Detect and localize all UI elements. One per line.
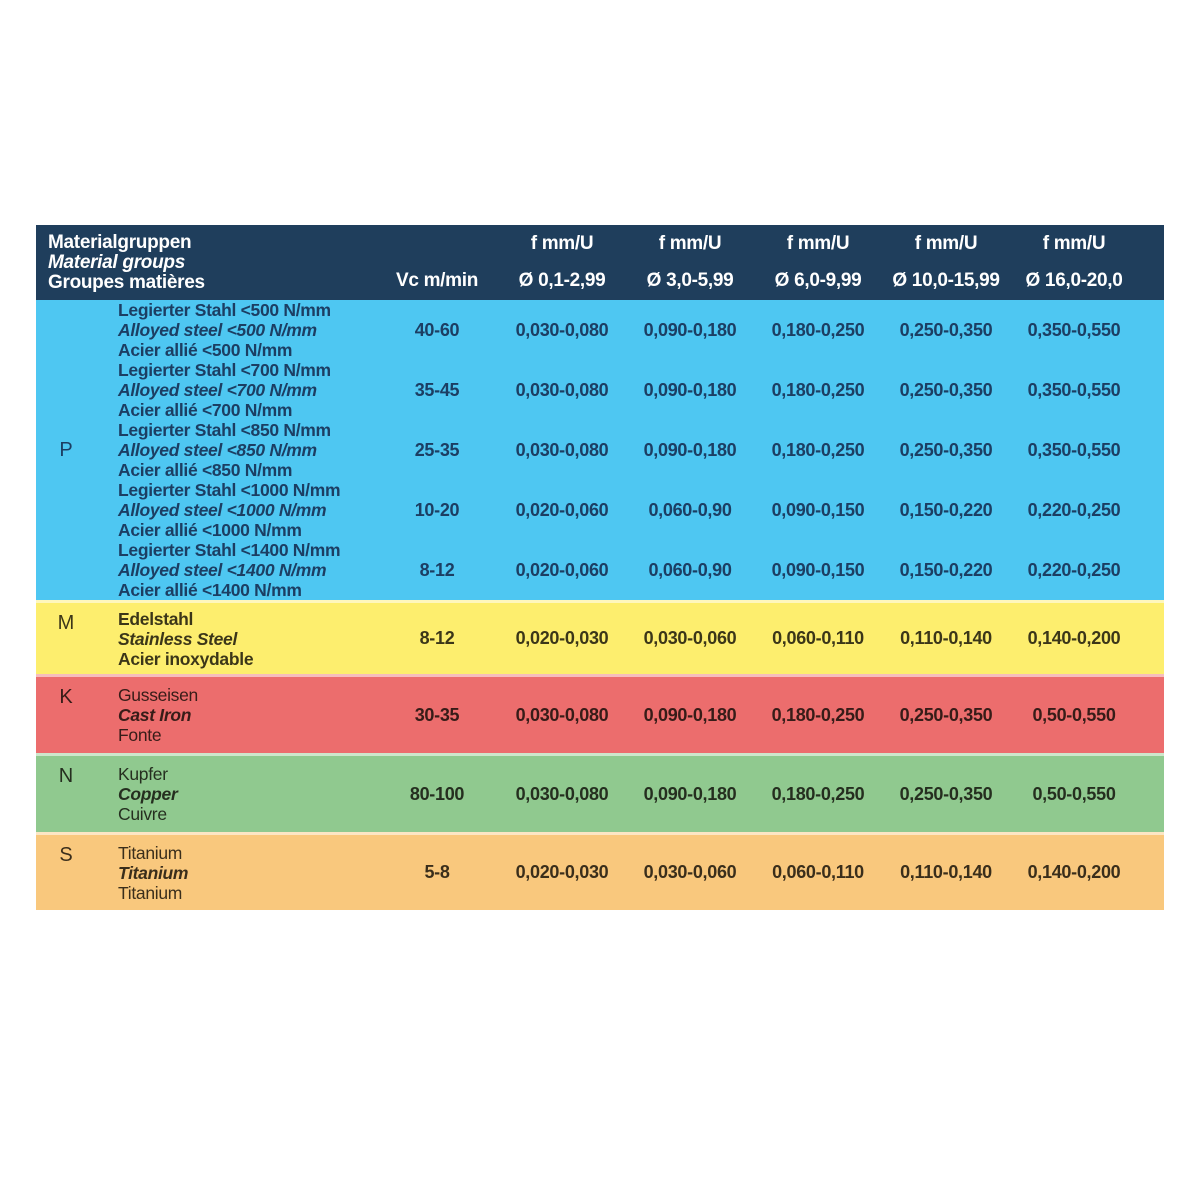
material-name-en: Alloyed steel <1400 N/mm	[118, 560, 327, 580]
material-name-de: Kupfer	[118, 764, 168, 784]
section-p-steel	[36, 300, 1164, 600]
vc-value: 35-45	[414, 379, 460, 400]
material-row	[96, 420, 1164, 480]
feed-value: 0,250-0,350	[899, 379, 993, 400]
feed-unit-label: f mm/U	[1042, 233, 1106, 254]
feed-value: 0,250-0,350	[899, 439, 993, 460]
section-s-titanium	[36, 832, 1164, 910]
diameter-range-label: Ø 6,0-9,99	[774, 270, 862, 291]
feed-column-header	[498, 225, 626, 300]
feed-value: 0,350-0,550	[1027, 439, 1121, 460]
feed-value: 0,060-0,110	[772, 628, 864, 648]
feed-value: 0,220-0,250	[1027, 499, 1121, 520]
header-title-fr: Groupes matières	[48, 272, 205, 293]
material-name-en: Alloyed steel <1000 N/mm	[118, 500, 327, 520]
feed-unit-label: f mm/U	[658, 233, 722, 254]
section-rows	[96, 603, 1164, 674]
feed-value: 0,150-0,220	[899, 559, 993, 580]
section-m-stainless	[36, 600, 1164, 674]
group-letter-m: M	[57, 612, 75, 634]
diameter-range-label: Ø 0,1-2,99	[518, 270, 606, 291]
feed-value: 0,090-0,180	[643, 439, 737, 460]
vc-value: 80-100	[409, 783, 465, 804]
material-name-de: Titanium	[118, 842, 183, 863]
section-rows	[96, 677, 1164, 753]
feed-value: 0,030-0,060	[643, 862, 737, 882]
feed-value: 0,180-0,250	[771, 783, 865, 804]
feed-column-header	[1010, 225, 1138, 300]
feed-column-header	[626, 225, 754, 300]
material-row	[96, 603, 1164, 674]
feed-value: 0,250-0,350	[899, 319, 993, 340]
material-name-en: Alloyed steel <700 N/mm	[118, 380, 317, 400]
material-name-en: Stainless Steel	[118, 628, 238, 649]
material-name	[96, 360, 376, 420]
feed-value: 0,110-0,140	[900, 628, 992, 648]
vc-value: 25-35	[414, 439, 460, 460]
material-name-de: Gusseisen	[118, 685, 198, 705]
vc-value: 8-12	[419, 628, 455, 648]
section-rows	[96, 756, 1164, 832]
material-name	[96, 300, 376, 360]
feed-value: 0,030-0,080	[515, 704, 609, 725]
material-name-fr: Acier allié <500 N/mm	[118, 340, 293, 360]
vc-value: 40-60	[414, 319, 460, 340]
section-n-copper	[36, 753, 1164, 832]
cutting-data-table	[36, 225, 1164, 910]
feed-value: 0,090-0,150	[771, 499, 865, 520]
material-name-de: Edelstahl	[118, 608, 194, 629]
material-name-fr: Fonte	[118, 725, 162, 745]
material-name-de: Legierter Stahl <850 N/mm	[118, 420, 331, 440]
feed-value: 0,090-0,180	[643, 319, 737, 340]
material-name	[96, 540, 376, 600]
feed-value: 0,020-0,060	[515, 559, 609, 580]
diameter-range-label: Ø 16,0-20,0	[1025, 270, 1123, 291]
feed-value: 0,020-0,030	[515, 862, 609, 882]
group-letter-k: K	[59, 686, 73, 708]
section-k-cast-iron	[36, 674, 1164, 753]
feed-value: 0,030-0,080	[515, 439, 609, 460]
material-name	[96, 420, 376, 480]
material-name-fr: Titanium	[118, 882, 183, 903]
material-name	[96, 685, 376, 745]
feed-unit-label: f mm/U	[914, 233, 978, 254]
material-name-de: Legierter Stahl <1400 N/mm	[118, 540, 341, 560]
material-row	[96, 300, 1164, 360]
feed-value: 0,350-0,550	[1027, 379, 1121, 400]
feed-value: 0,250-0,350	[899, 783, 993, 804]
feed-value: 0,350-0,550	[1027, 319, 1121, 340]
material-row	[96, 835, 1164, 910]
material-name-fr: Acier allié <850 N/mm	[118, 460, 293, 480]
material-row	[96, 480, 1164, 540]
material-name-fr: Cuivre	[118, 804, 167, 824]
material-name-en: Alloyed steel <850 N/mm	[118, 440, 317, 460]
section-rows	[96, 835, 1164, 910]
feed-value: 0,180-0,250	[771, 379, 865, 400]
feed-value: 0,180-0,250	[771, 319, 865, 340]
material-row	[96, 540, 1164, 600]
header-title-de: Materialgruppen	[48, 232, 192, 253]
material-row	[96, 677, 1164, 753]
feed-value: 0,030-0,060	[643, 628, 737, 648]
feed-unit-label: f mm/U	[786, 233, 850, 254]
feed-value: 0,060-0,90	[648, 499, 732, 520]
material-name-en: Copper	[118, 784, 178, 804]
material-name-de: Legierter Stahl <500 N/mm	[118, 300, 331, 320]
feed-value: 0,060-0,90	[648, 559, 732, 580]
vc-value: 10-20	[414, 499, 460, 520]
feed-value: 0,030-0,080	[515, 783, 609, 804]
material-row	[96, 756, 1164, 832]
feed-value: 0,140-0,200	[1027, 628, 1121, 648]
material-name	[96, 764, 376, 824]
vc-value: 5-8	[424, 862, 450, 882]
material-name-fr: Acier allié <700 N/mm	[118, 400, 293, 420]
material-name	[96, 843, 376, 903]
feed-value: 0,090-0,180	[643, 783, 737, 804]
material-name	[96, 480, 376, 540]
material-name-fr: Acier allié <1400 N/mm	[118, 580, 302, 600]
material-row	[96, 360, 1164, 420]
feed-value: 0,220-0,250	[1027, 559, 1121, 580]
feed-value: 0,020-0,030	[515, 628, 609, 648]
feed-value: 0,250-0,350	[899, 704, 993, 725]
table-header	[36, 225, 1164, 300]
diameter-range-label: Ø 10,0-15,99	[892, 270, 1000, 291]
feed-value: 0,50-0,550	[1032, 783, 1116, 804]
feed-value: 0,090-0,150	[771, 559, 865, 580]
feed-value: 0,180-0,250	[771, 439, 865, 460]
feed-value: 0,150-0,220	[899, 499, 993, 520]
feed-value: 0,140-0,200	[1027, 862, 1121, 882]
vc-column-header: Vc m/min	[395, 270, 479, 291]
feed-value: 0,030-0,080	[515, 319, 609, 340]
vc-value: 30-35	[414, 704, 460, 725]
material-name-en: Titanium	[118, 862, 189, 883]
material-name-fr: Acier inoxydable	[118, 648, 254, 669]
feed-value: 0,090-0,180	[643, 704, 737, 725]
feed-value: 0,50-0,550	[1032, 704, 1116, 725]
feed-value: 0,110-0,140	[900, 862, 992, 882]
feed-value: 0,020-0,060	[515, 499, 609, 520]
group-letter-n: N	[58, 765, 74, 787]
feed-value: 0,180-0,250	[771, 704, 865, 725]
material-name-fr: Acier allié <1000 N/mm	[118, 520, 302, 540]
material-name-en: Cast Iron	[118, 705, 192, 725]
feed-value: 0,090-0,180	[643, 379, 737, 400]
feed-column-header	[754, 225, 882, 300]
header-title-en: Material groups	[48, 252, 185, 273]
material-name	[96, 609, 376, 669]
diameter-range-label: Ø 3,0-5,99	[646, 270, 734, 291]
feed-unit-label: f mm/U	[530, 233, 594, 254]
feed-column-header	[882, 225, 1010, 300]
feed-value: 0,030-0,080	[515, 379, 609, 400]
section-rows	[96, 300, 1164, 600]
vc-value: 8-12	[419, 559, 455, 580]
material-name-de: Legierter Stahl <700 N/mm	[118, 360, 331, 380]
feed-value: 0,060-0,110	[772, 862, 864, 882]
group-letter-s: S	[59, 844, 73, 866]
material-groups-header	[36, 225, 376, 300]
material-name-de: Legierter Stahl <1000 N/mm	[118, 480, 341, 500]
group-letter-p: P	[59, 438, 73, 461]
material-name-en: Alloyed steel <500 N/mm	[118, 320, 317, 340]
